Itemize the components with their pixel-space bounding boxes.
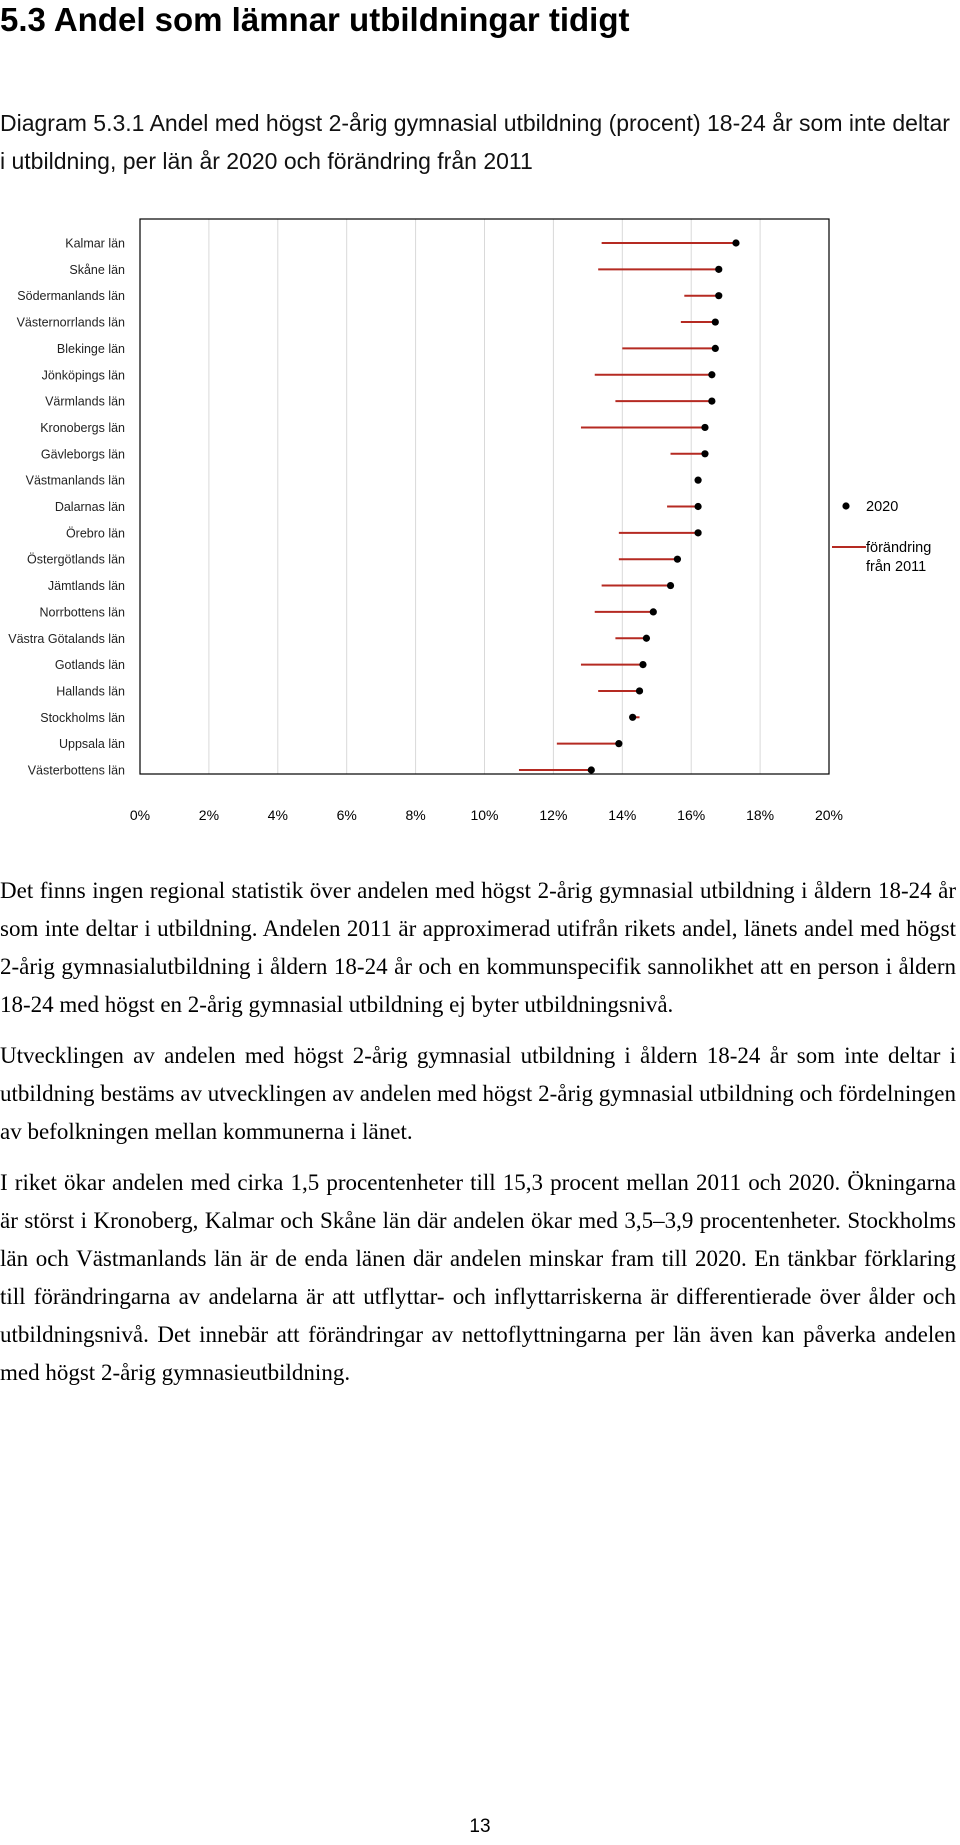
point-2020	[639, 661, 646, 668]
x-tick-label: 16%	[677, 807, 706, 823]
section-title: 5.3 Andel som lämnar utbildningar tidigt	[0, 1, 630, 38]
point-2020	[636, 687, 643, 694]
point-2020	[701, 424, 708, 431]
x-tick-label: 12%	[539, 807, 568, 823]
category-label: Hallands län	[56, 684, 125, 699]
x-tick-label: 14%	[608, 807, 637, 823]
category-label: Västerbottens län	[27, 763, 125, 778]
x-tick-label: 0%	[129, 807, 151, 823]
point-2020	[708, 398, 715, 405]
gridlines	[209, 219, 760, 774]
x-tick-labels	[130, 807, 843, 823]
point-2020	[667, 582, 674, 589]
category-label: Jönköpings län	[41, 368, 125, 383]
dumbbell-chart	[0, 215, 960, 835]
point-2020	[694, 529, 701, 536]
category-label: Kronobergs län	[40, 420, 125, 435]
category-label: Örebro län	[65, 526, 125, 541]
category-label: Västra Götalands län	[8, 631, 125, 646]
category-label: Jämtlands län	[47, 579, 125, 594]
point-2020	[694, 477, 701, 484]
point-2020	[650, 608, 657, 615]
paragraph-1: Det finns ingen regional statistik över andelen med högst 2-årig gymnasial utbildning i åldern 18-24 år som inte deltar i utbildning. Andelen 2011 är approximerad utifrån rikets andel, länets andel med högst 2-årig gymnasialutbildning i åldern 18-24 år och en kommunspecifik sannolikhet att en person i åldern 18-24 med högst en 2-årig gymnasial utbildning ej byter utbildningsnivå.	[0, 878, 956, 1017]
paragraph-2: Utvecklingen av andelen med högst 2-årig gymnasial utbildning i åldern 18-24 år som inte deltar i utbildning bestäms av utvecklingen av andelen med högst 2-årig gymnasial utbildning och fördelningen av befolkningen mellan kommunerna i länet.	[0, 1043, 956, 1144]
point-2020	[732, 239, 739, 246]
category-label: Gotlands län	[54, 658, 125, 673]
category-labels	[8, 237, 125, 778]
chart-marks	[519, 239, 740, 773]
paragraph-3: I riket ökar andelen med cirka 1,5 procentenheter till 15,3 procent mellan 2011 och 2020. Ökningarna är störst i Kronoberg, Kalmar och Skåne län där andelen ökar med 3,5–3,9 procentenheter. Stockholms län och Västmanlands län är de enda länen där andelen minskar fram till 2020. En tänkbar förklaring till förändringarna av andelarna är att utflyttar- och inflyttarriskerna är differentierade över ålder och utbildningsnivå. Det innebär att förändringar av nettoflyttningarna per län även kan påverka andelen med högst 2-årig gymnasieutbildning.	[0, 1170, 956, 1385]
legend	[832, 499, 931, 575]
point-2020	[701, 450, 708, 457]
point-2020	[694, 503, 701, 510]
legend-dot-marker	[842, 502, 849, 509]
category-label: Västernorrlands län	[16, 315, 125, 330]
body-text	[0, 872, 956, 1405]
category-label: Kalmar län	[65, 236, 125, 251]
page-number: 13	[469, 1816, 491, 1837]
point-2020	[712, 345, 719, 352]
category-label: Dalarnas län	[54, 500, 125, 514]
point-2020	[615, 740, 622, 747]
x-tick-label: 4%	[267, 807, 288, 823]
point-2020	[708, 371, 715, 378]
point-2020	[643, 635, 650, 642]
point-2020	[674, 556, 681, 563]
category-label: Östergötlands län	[27, 552, 125, 567]
category-label: Norrbottens län	[39, 605, 125, 620]
x-tick-label: 10%	[470, 807, 499, 823]
legend-label-2020: 2020	[866, 499, 899, 515]
x-tick-label: 6%	[336, 807, 357, 823]
category-label: Värmlands län	[45, 394, 125, 409]
point-2020	[715, 266, 722, 273]
point-2020	[715, 292, 722, 299]
x-tick-label: 8%	[405, 807, 426, 823]
point-2020	[629, 714, 636, 721]
x-tick-label: 18%	[746, 807, 775, 823]
category-label: Blekinge län	[56, 341, 125, 356]
category-label: Gävleborgs län	[40, 447, 125, 462]
legend-label-change: förändring från 2011	[866, 540, 932, 575]
category-label: Skåne län	[69, 262, 125, 277]
category-label: Västmanlands län	[25, 473, 125, 488]
figure-caption: Diagram 5.3.1 Andel med högst 2-årig gymnasial utbildning (procent) 18-24 år som inte deltar i utbildning, per län år 2020 och förändring från 2011	[0, 110, 950, 174]
point-2020	[588, 766, 595, 773]
category-label: Södermanlands län	[17, 289, 125, 304]
x-tick-label: 20%	[814, 807, 844, 823]
point-2020	[712, 318, 719, 325]
category-label: Uppsala län	[58, 737, 125, 752]
x-tick-label: 2%	[198, 807, 220, 823]
category-label: Stockholms län	[40, 710, 125, 725]
